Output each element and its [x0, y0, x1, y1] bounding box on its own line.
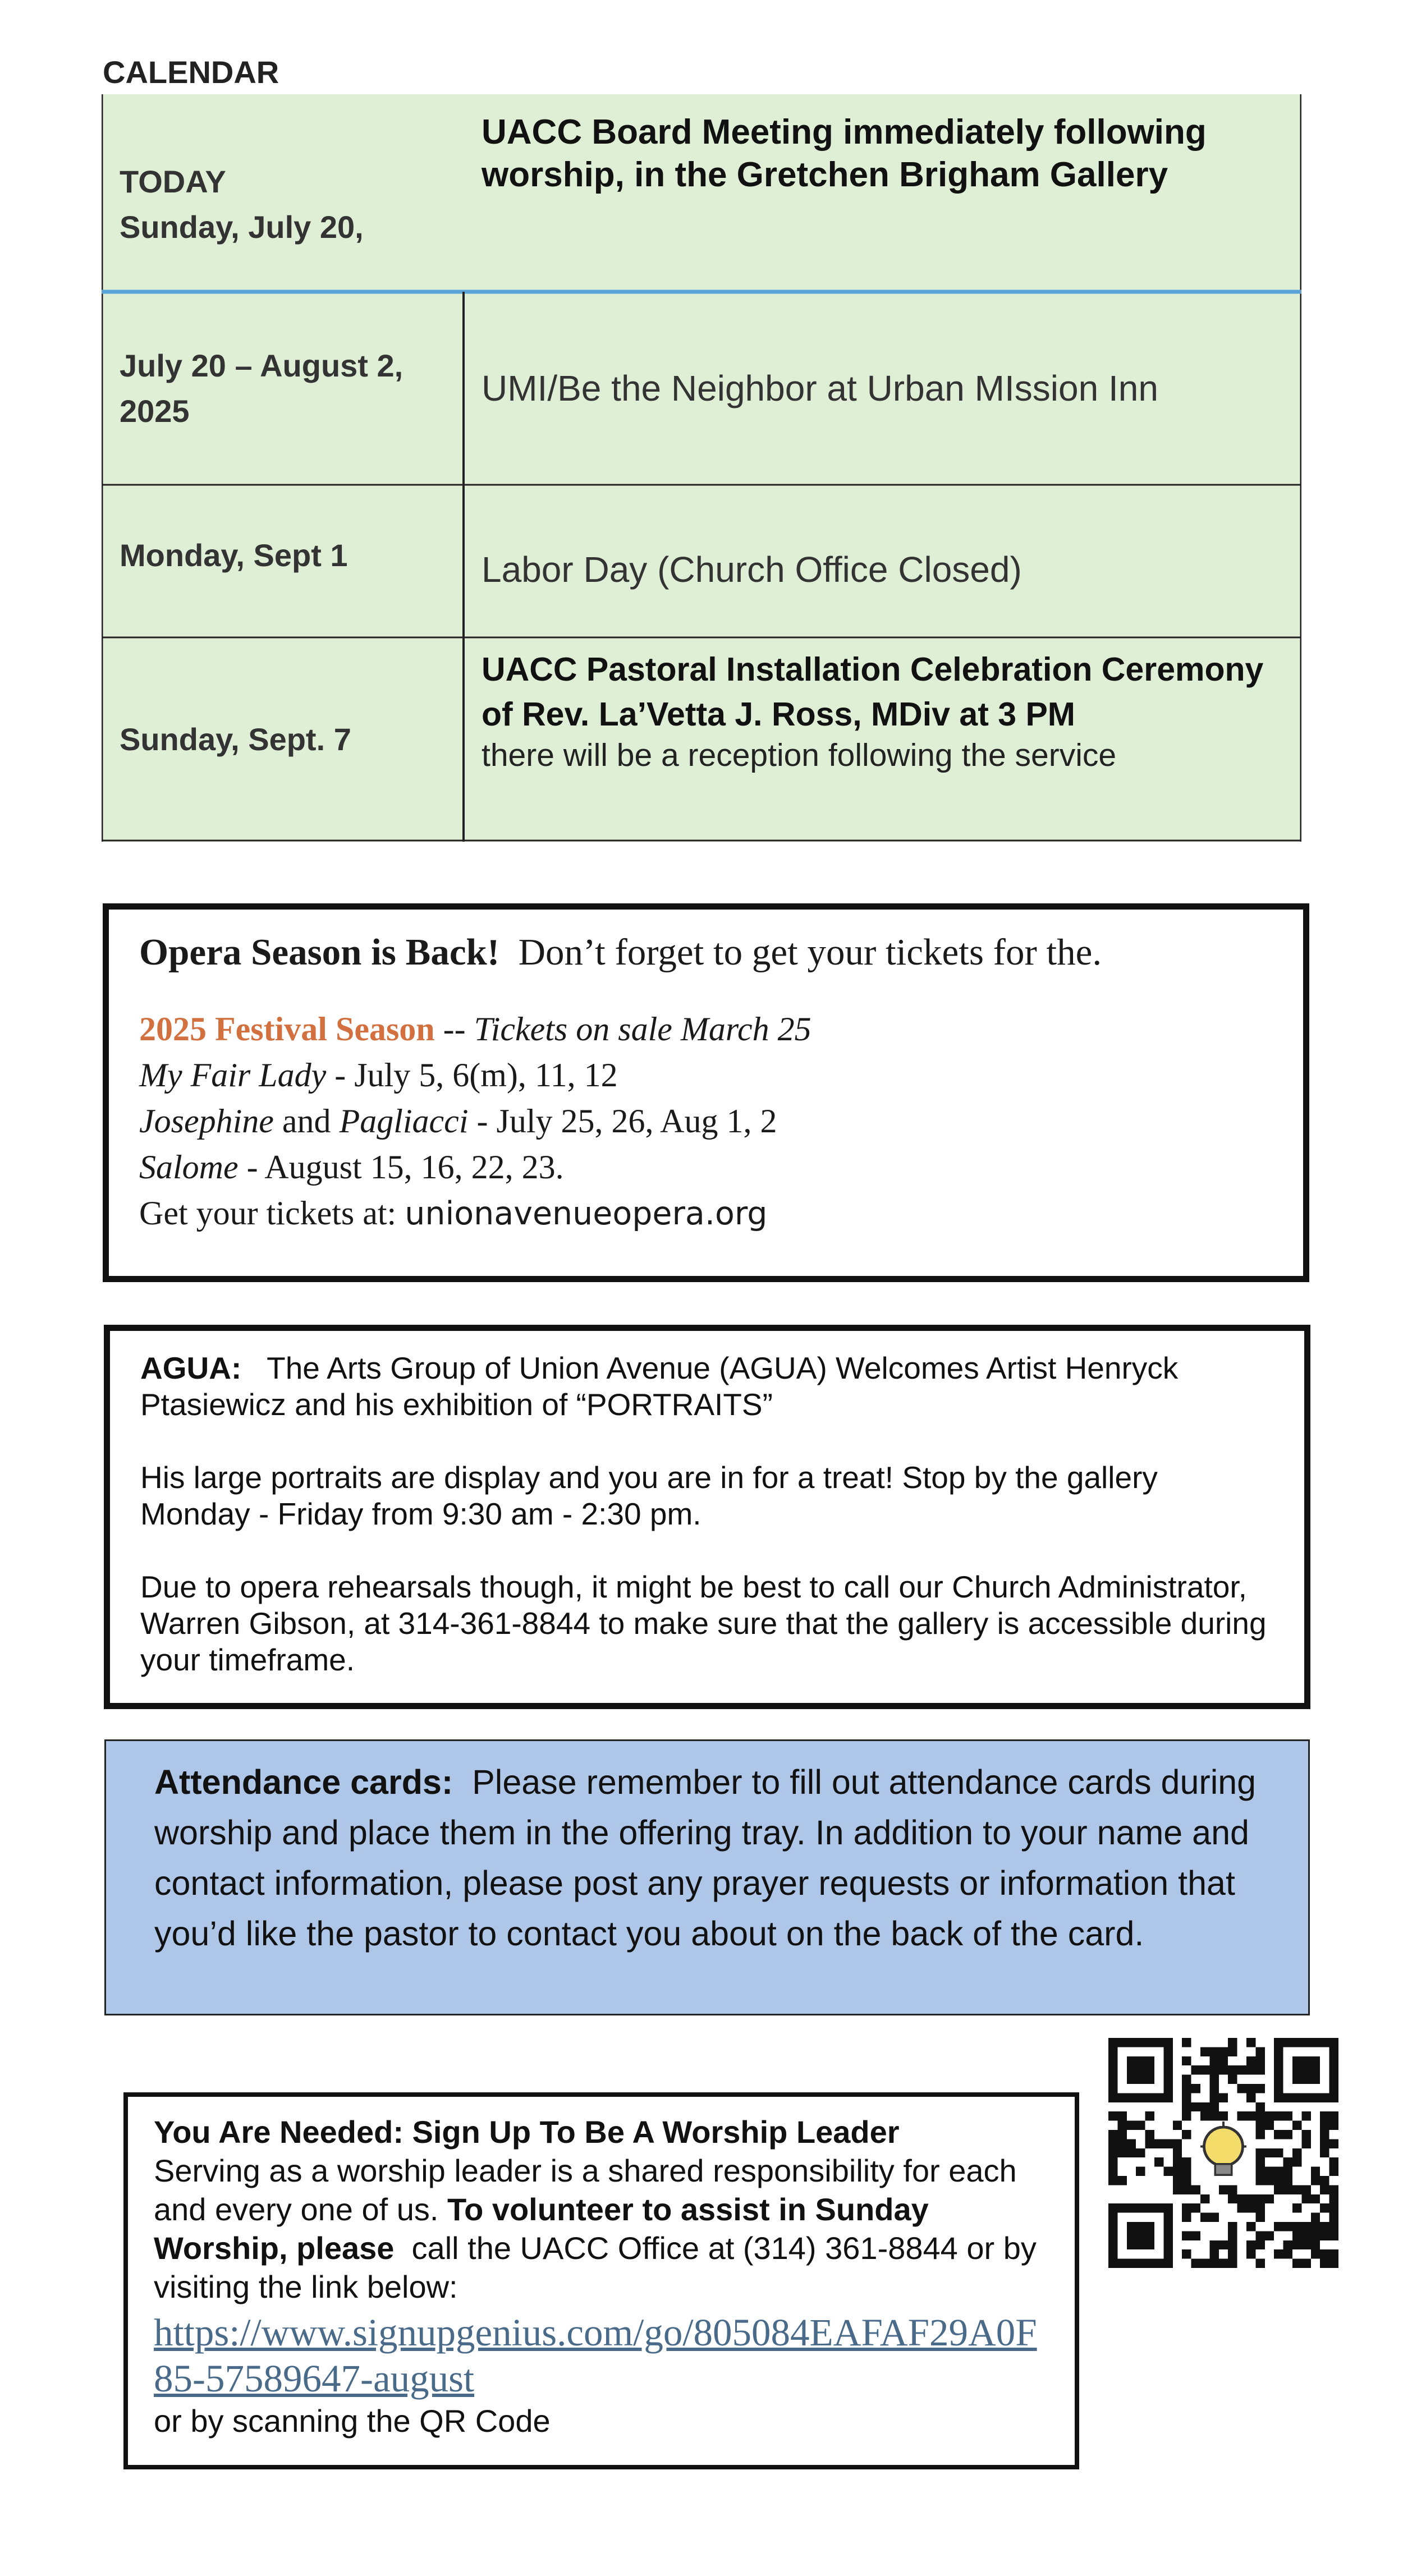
attendance-label: Attendance cards:	[154, 1763, 453, 1801]
opera-headline-bold: Opera Season is Back!	[139, 931, 500, 973]
date-labor-day: Monday, Sept 1	[120, 538, 348, 573]
show-title: My Fair Lady	[139, 1057, 327, 1094]
opera-headline-rest: Don’t forget to get your tickets for the.	[518, 931, 1102, 973]
worship-leader-announcement	[123, 2092, 1079, 2469]
festival-line	[139, 1006, 1273, 1052]
event-umi: UMI/Be the Neighbor at Urban MIssion Inn	[482, 368, 1158, 408]
festival-label: 2025 Festival Season	[139, 1011, 435, 1048]
show-title: Salome	[139, 1149, 239, 1186]
worship-leader-text-bold: To volunteer to assist in Sunday Worship, please	[154, 2192, 929, 2266]
show-dates: - July 25, 26, Aug 1, 2	[476, 1103, 777, 1140]
calendar-table	[102, 94, 1301, 842]
agua-intro: The Arts Group of Union Avenue (AGUA) Welcomes Artist Henryck Ptasiewicz and his exhibition of “PORTRAITS”	[140, 1351, 1179, 1422]
worship-leader-text2: call the UACC Office at (314) 361-8844 or by visiting the link below:	[154, 2230, 1037, 2304]
tickets-line	[139, 1190, 1273, 1237]
worship-leader-title: You Are Needed: Sign Up To Be A Worship Leader	[154, 2114, 900, 2150]
show-line	[139, 1052, 1273, 1098]
calendar-heading: CALENDAR	[103, 54, 279, 90]
opera-headline	[139, 930, 1273, 975]
attendance-announcement	[104, 1739, 1310, 2015]
agua-announcement	[104, 1325, 1310, 1709]
qr-code-icon[interactable]	[1108, 2038, 1338, 2268]
show-title-2: Pagliacci	[339, 1103, 469, 1140]
date-umi: July 20 – August 2, 2025	[120, 347, 404, 429]
worship-leader-text1: Serving as a worship leader is a shared responsibility for each and every one of us.	[154, 2153, 1017, 2227]
agua-label: AGUA:	[140, 1351, 242, 1385]
show-title: Josephine	[139, 1103, 274, 1140]
lightbulb-icon	[1196, 2122, 1251, 2180]
event-board-meeting: UACC Board Meeting immediately following worship, in the Gretchen Brigham Gallery	[482, 113, 1207, 194]
show-dates: - August 15, 16, 22, 23.	[246, 1149, 564, 1186]
event-installation-note: there will be a reception following the service	[482, 737, 1117, 774]
agua-paragraph-2: His large portraits are display and you are in for a treat! Stop by the gallery Monday - Friday from 9:30 am - 2:30 pm.	[140, 1460, 1158, 1531]
opera-announcement	[103, 903, 1309, 1282]
agua-intro-paragraph	[140, 1350, 1274, 1423]
date-today-date: Sunday, July 20,	[120, 209, 364, 245]
festival-sep: --	[443, 1011, 466, 1048]
date-installation: Sunday, Sept. 7	[120, 722, 351, 757]
event-labor-day: Labor Day (Church Office Closed)	[482, 549, 1022, 590]
signup-link[interactable]: https://www.signupgenius.com/go/805084EAFAF29A0F85-57589647-august	[154, 2311, 1037, 2400]
tickets-label: Get your tickets at:	[139, 1195, 397, 1232]
show-and: and	[282, 1103, 331, 1140]
date-today-label: TODAY	[120, 163, 226, 199]
show-line	[139, 1144, 1273, 1190]
attendance-text: Please remember to fill out attendance cards during worship and place them in the offering tray. In addition to your name and contact information, please post any prayer requests or information that you’d like the pastor to contact you about on the back of the card.	[154, 1763, 1257, 1953]
show-line	[139, 1098, 1273, 1144]
show-dates: - July 5, 6(m), 11, 12	[334, 1057, 618, 1094]
event-installation: UACC Pastoral Installation Celebration Ceremony of Rev. La’Vetta J. Ross, MDiv at 3 PM	[482, 651, 1264, 733]
tickets-url-link[interactable]: unionavenueopera.org	[405, 1195, 768, 1233]
festival-note: Tickets on sale March 25	[474, 1011, 811, 1048]
worship-leader-closing: or by scanning the QR Code	[154, 2403, 551, 2439]
agua-paragraph-3: Due to opera rehearsals though, it might be best to call our Church Administrator, Warren Gibson, at 314-361-8844 to make sure that the gallery is accessible during your timeframe.	[140, 1569, 1267, 1677]
calendar-grid	[102, 94, 1301, 842]
